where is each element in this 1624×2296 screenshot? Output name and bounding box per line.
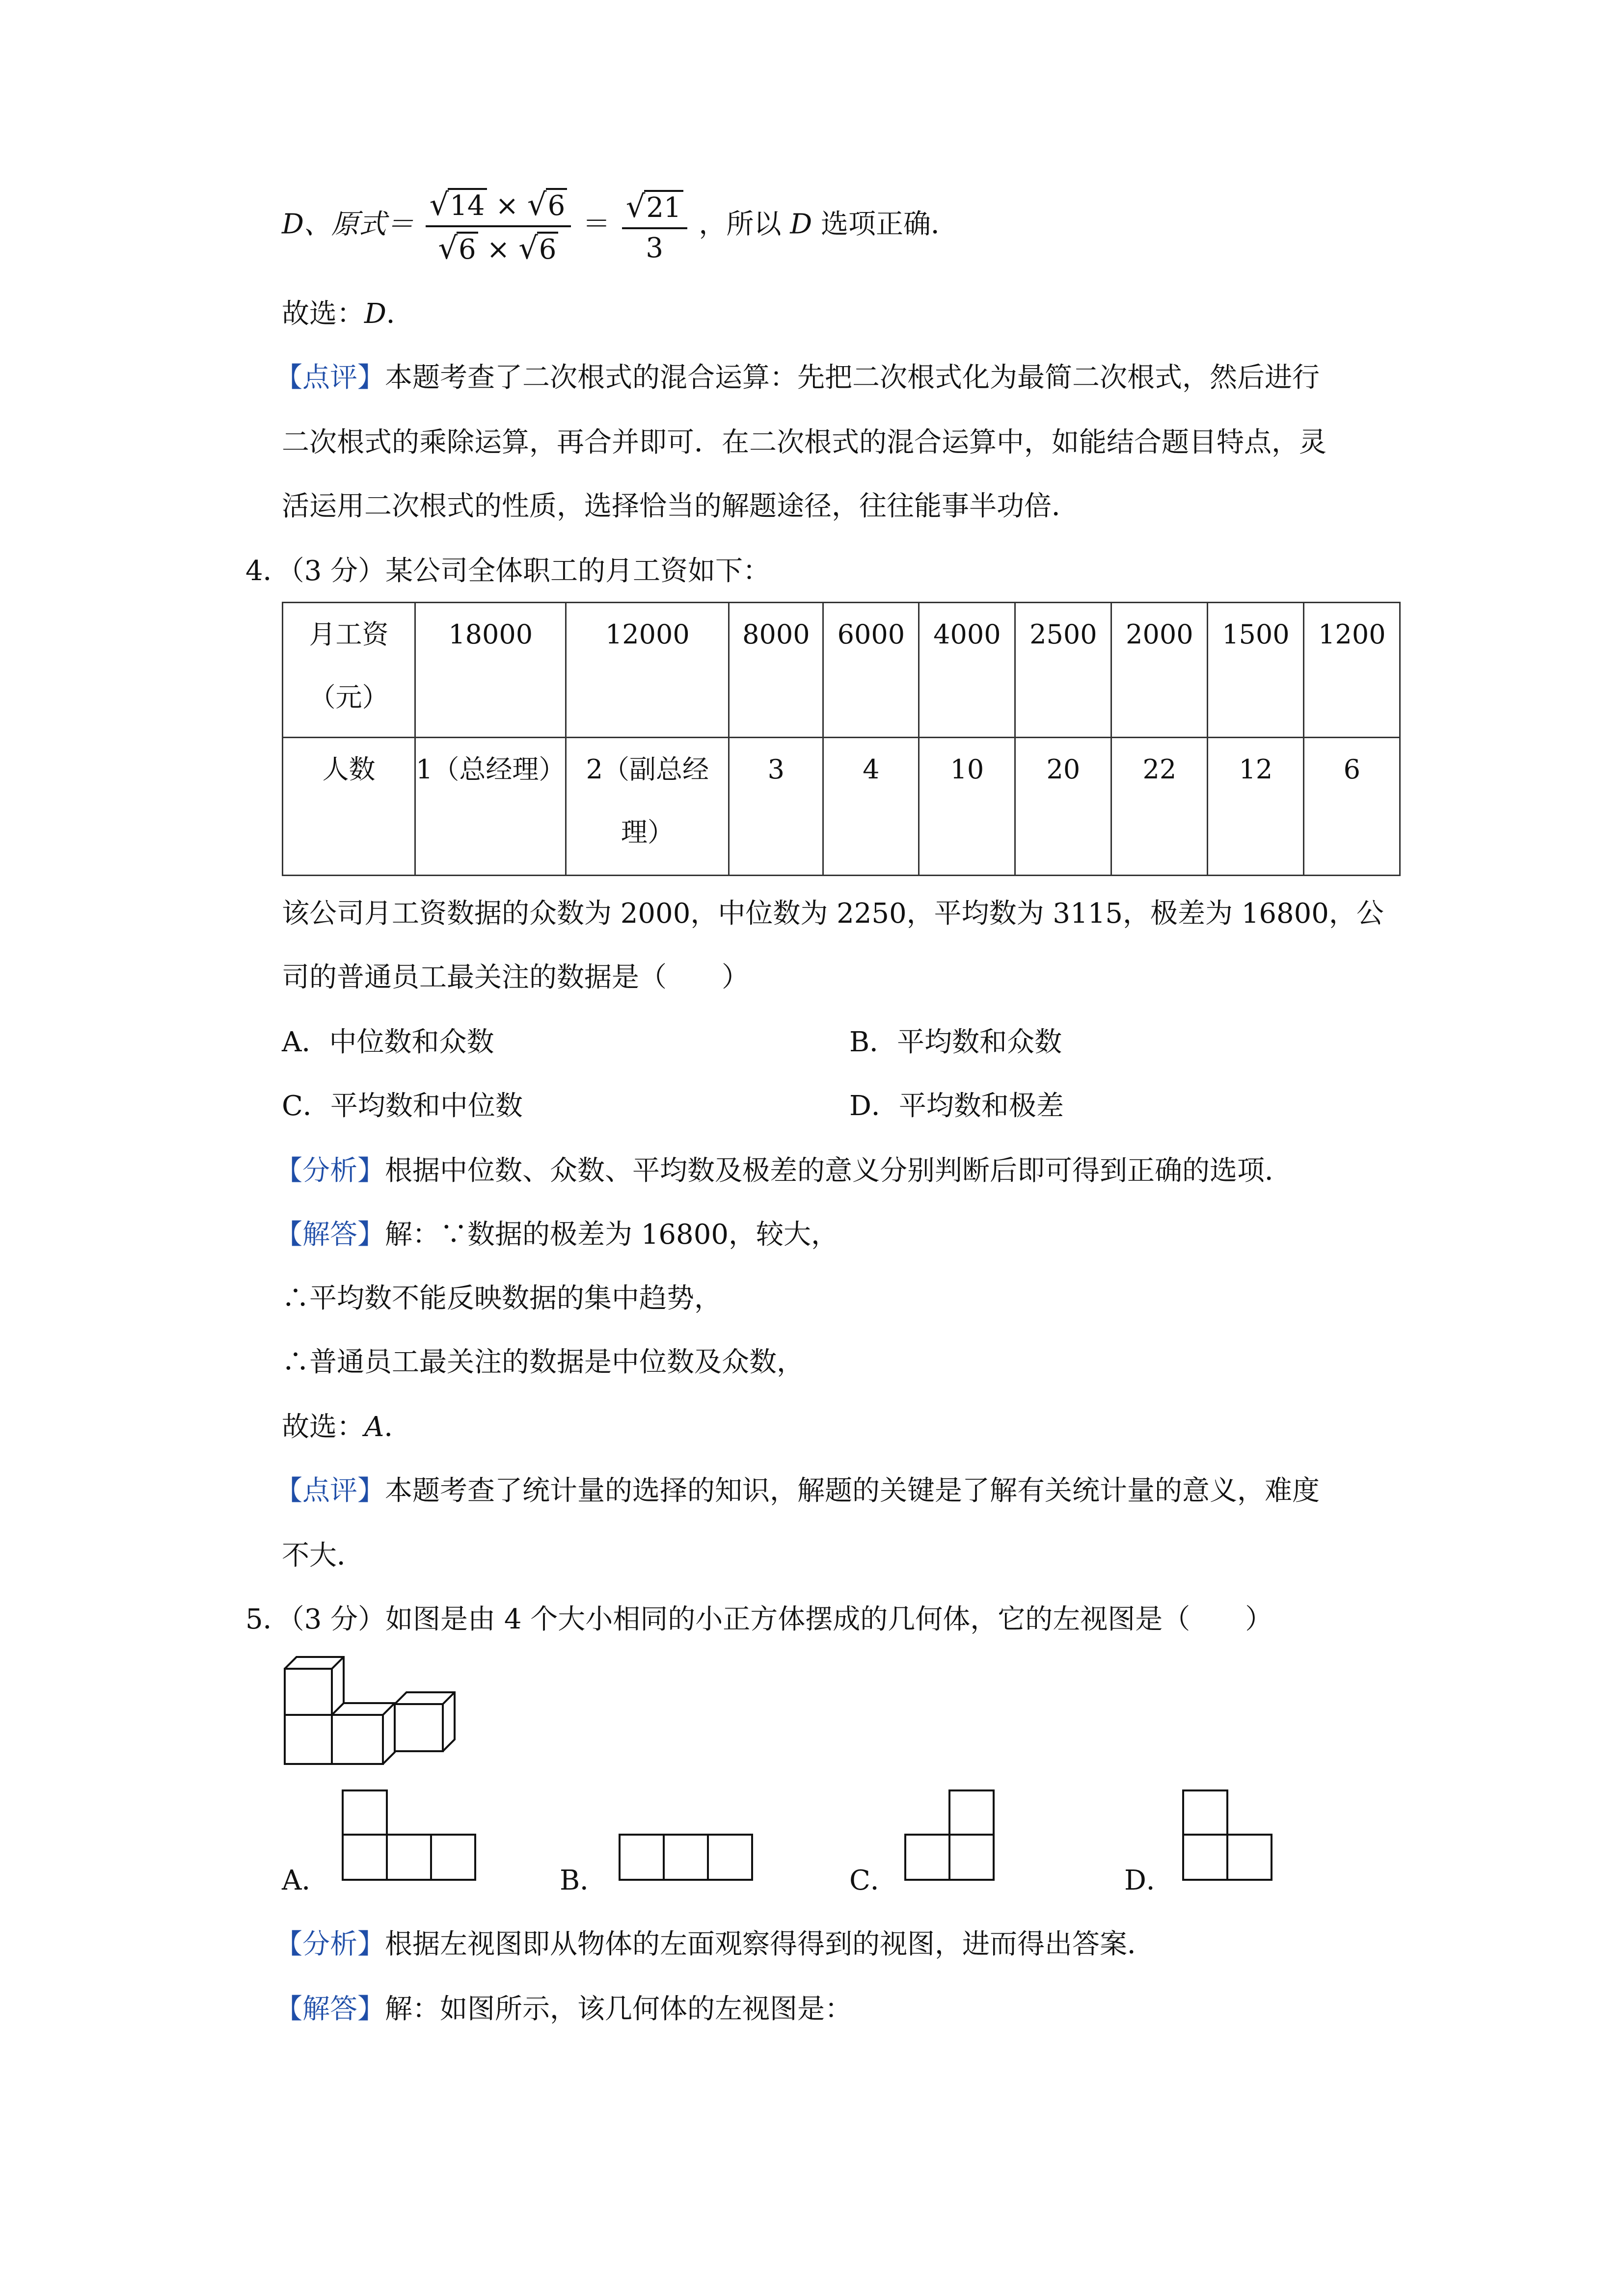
q3-rad-6c: 6 xyxy=(537,232,559,266)
wage-cell: 1500 xyxy=(1208,603,1304,738)
q5-option-a-label: A． xyxy=(282,1865,329,1896)
q5-analysis xyxy=(275,1928,1155,1960)
q5-solution xyxy=(275,1993,852,2025)
q5-option-d-label: D． xyxy=(1124,1865,1174,1896)
q3-answer-prefix: 故选： xyxy=(282,298,364,330)
wage-header-line-2: （元） xyxy=(309,682,389,713)
q3-answer-var: D xyxy=(364,298,386,330)
q4-answer-end: ． xyxy=(384,1411,412,1443)
q5-option-d-view xyxy=(1179,1787,1282,1887)
q5-solution-text: 解：如图所示，该几何体的左视图是： xyxy=(385,1993,852,2025)
sqrt-icon: √ xyxy=(527,187,547,222)
count-cell: 4 xyxy=(823,738,919,876)
wage-cell: 2000 xyxy=(1111,603,1208,738)
count-cell-line-1: 2（副总经 xyxy=(586,754,709,785)
q3-times-2: × xyxy=(487,234,510,266)
count-cell xyxy=(566,738,729,876)
wage-cell: 6000 xyxy=(823,603,919,738)
q5-option-c-label: C． xyxy=(849,1865,898,1896)
q3-suffix-2: 选项正确． xyxy=(812,208,958,240)
q4-solution-tag: 【解答】 xyxy=(275,1219,385,1251)
q4-option-c: C．平均数和中位数 xyxy=(282,1090,523,1122)
sqrt-icon: √ xyxy=(429,187,449,222)
count-cell: 20 xyxy=(1015,738,1111,876)
q4-option-d: D．平均数和极差 xyxy=(849,1090,1064,1122)
q3-times-1: × xyxy=(495,190,519,222)
q4-para-line-1: 该公司月工资数据的众数为 2000，中位数为 2250，平均数为 3115，极差为 16800，公 xyxy=(282,898,1384,930)
q4-comment-text-1: 本题考查了统计量的选择的知识，解题的关键是了解有关统计量的意义，难度 xyxy=(385,1475,1320,1507)
q3-rad-21: 21 xyxy=(644,190,683,224)
q3-suffix-1: ，所以 xyxy=(699,208,790,240)
q5-option-a-view xyxy=(339,1787,481,1887)
q5-option-c-view xyxy=(901,1787,1004,1887)
q5-analysis-tag: 【分析】 xyxy=(275,1928,385,1960)
count-cell-line-2: 理） xyxy=(621,817,674,848)
q3-fraction-left xyxy=(426,187,571,266)
q3-rad-14: 14 xyxy=(448,188,487,222)
q4-comment-line-2: 不大． xyxy=(282,1540,364,1572)
q3-option-d-prefix: D、原式＝ xyxy=(282,208,414,240)
q3-suffix-var: D xyxy=(790,208,812,240)
count-cell: 6 xyxy=(1304,738,1400,876)
q3-comment-line-3: 活运用二次根式的性质，选择恰当的解题途径，往往能事半功倍． xyxy=(282,490,1079,522)
q4-answer-var: A xyxy=(364,1411,384,1443)
sqrt-icon: √ xyxy=(438,230,458,266)
count-cell: 12 xyxy=(1208,738,1304,876)
q4-solution-text-1: 解：∵数据的极差为 16800，较大， xyxy=(385,1219,839,1251)
wage-header-line-1: 月工资 xyxy=(309,619,389,650)
wage-cell: 2500 xyxy=(1015,603,1111,738)
wage-cell: 12000 xyxy=(566,603,729,738)
q4-comment-line-1 xyxy=(275,1477,1320,1505)
cube-figure xyxy=(275,1649,471,1777)
q3-option-d-line xyxy=(282,187,958,266)
q4-analysis xyxy=(275,1157,1292,1185)
q4-analysis-tag: 【分析】 xyxy=(275,1155,385,1187)
q3-comment-line-1 xyxy=(275,364,1320,392)
q4-answer xyxy=(282,1411,412,1443)
count-cell: 1（总经理） xyxy=(415,738,566,876)
sqrt-icon: √ xyxy=(518,230,538,266)
q3-answer xyxy=(282,300,414,328)
q3-comment-tag: 【点评】 xyxy=(275,362,385,394)
q3-fraction-left-denominator xyxy=(426,227,571,266)
q3-rad-6a: 6 xyxy=(546,188,568,222)
q5-analysis-text: 根据左视图即从物体的左面观察得得到的视图，进而得出答案． xyxy=(385,1928,1155,1960)
q4-analysis-text: 根据中位数、众数、平均数及极差的意义分别判断后即可得到正确的选项． xyxy=(385,1155,1292,1187)
q4-option-b: B．平均数和众数 xyxy=(849,1026,1062,1058)
wage-cell: 18000 xyxy=(415,603,566,738)
q4-para-line-2: 司的普通员工最关注的数据是（ ） xyxy=(282,961,749,993)
wage-row xyxy=(283,603,1400,738)
q5-stem: 5．（3 分）如图是由 4 个大小相同的小正方体摆成的几何体，它的左视图是（ ） xyxy=(245,1603,1273,1635)
q5-solution-tag: 【解答】 xyxy=(275,1993,385,2025)
q4-stem: 4．（3 分）某公司全体职工的月工资如下： xyxy=(245,555,771,587)
q4-solution-line-1 xyxy=(275,1221,839,1249)
q4-option-a: A．中位数和众数 xyxy=(282,1026,494,1058)
q5-option-b-view xyxy=(616,1827,758,1886)
q3-rad-6b: 6 xyxy=(457,232,478,266)
q4-comment-tag: 【点评】 xyxy=(275,1475,385,1507)
q3-fraction-result-denominator: 3 xyxy=(646,232,664,264)
count-label-cell: 人数 xyxy=(283,738,415,876)
q3-fraction-result-numerator xyxy=(622,188,687,229)
wage-cell: 8000 xyxy=(729,603,823,738)
q3-fraction-result xyxy=(622,188,687,264)
count-cell: 22 xyxy=(1111,738,1208,876)
q3-fraction-left-numerator xyxy=(426,187,571,227)
q4-solution-line-2: ∴平均数不能反映数据的集中趋势， xyxy=(282,1282,722,1314)
q5-option-b-label: B． xyxy=(560,1865,608,1896)
wage-cell: 1200 xyxy=(1304,603,1400,738)
q3-comment-text-1: 本题考查了二次根式的混合运算：先把二次根式化为最简二次根式，然后进行 xyxy=(385,362,1320,394)
count-row xyxy=(283,738,1400,876)
q3-comment-line-2: 二次根式的乘除运算，再合并即可．在二次根式的混合运算中，如能结合题目特点，灵 xyxy=(282,427,1326,458)
q3-answer-end: ． xyxy=(386,298,414,330)
wage-table xyxy=(282,602,1401,876)
count-cell: 10 xyxy=(919,738,1015,876)
q4-answer-prefix: 故选： xyxy=(282,1411,364,1443)
sqrt-icon: √ xyxy=(625,188,646,224)
count-cell: 3 xyxy=(729,738,823,876)
wage-header-cell xyxy=(283,603,415,738)
q4-solution-line-3: ∴普通员工最关注的数据是中位数及众数， xyxy=(282,1346,804,1378)
wage-cell: 4000 xyxy=(919,603,1015,738)
q3-equals: ＝ xyxy=(583,208,611,240)
